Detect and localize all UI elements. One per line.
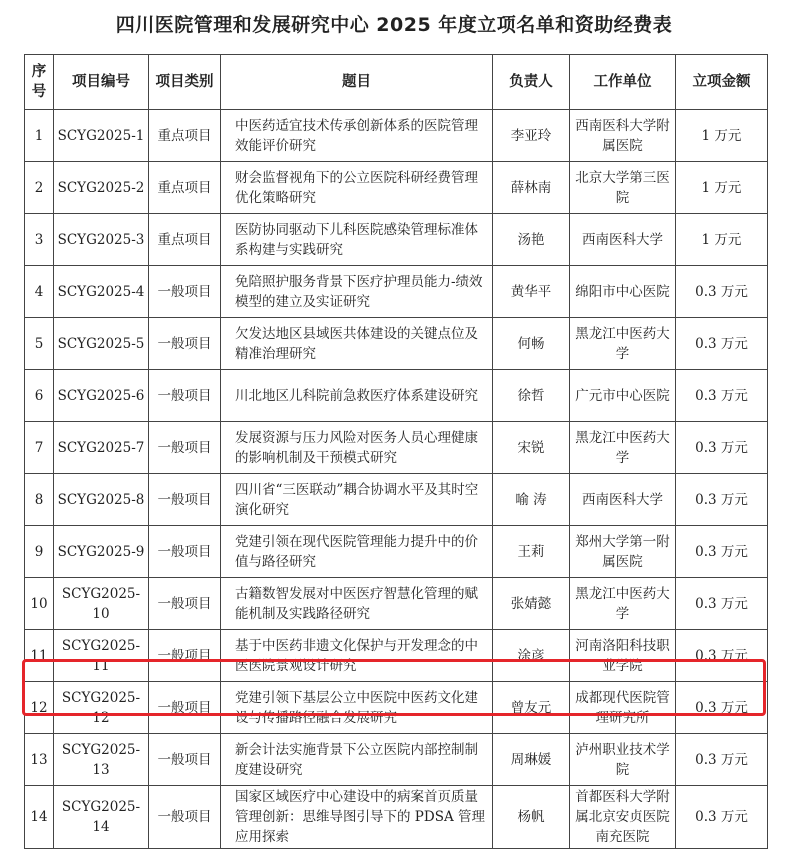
- cell-topic: 中医药适宜技术传承创新体系的医院管理效能评价研究: [221, 110, 493, 162]
- cell-amount: 1 万元: [676, 214, 768, 266]
- cell-topic: 川北地区儿科院前急救医疗体系建设研究: [221, 370, 493, 422]
- cell-no: 1: [25, 110, 54, 162]
- cell-unit: 泸州职业技术学院: [570, 734, 676, 786]
- cell-amount: 0.3 万元: [676, 266, 768, 318]
- cell-no: 10: [25, 578, 54, 630]
- cell-no: 9: [25, 526, 54, 578]
- cell-topic: 古籍数智发展对中医医疗智慧化管理的赋能机制及实践路径研究: [221, 578, 493, 630]
- cell-unit: 黑龙江中医药大学: [570, 422, 676, 474]
- cell-no: 11: [25, 630, 54, 682]
- cell-lead: 汤艳: [493, 214, 570, 266]
- table-row: [25, 734, 768, 786]
- cell-no: 14: [25, 786, 54, 849]
- table-row: [25, 422, 768, 474]
- cell-code: SCYG2025-4: [54, 266, 149, 318]
- table-row: [25, 370, 768, 422]
- cell-type: 一般项目: [149, 734, 221, 786]
- cell-lead: 张婧懿: [493, 578, 570, 630]
- cell-type: 一般项目: [149, 474, 221, 526]
- table-row: [25, 786, 768, 849]
- cell-lead: 李亚玲: [493, 110, 570, 162]
- cell-unit: 成都现代医院管理研究所: [570, 682, 676, 734]
- header-topic: 题目: [221, 55, 493, 110]
- cell-code: SCYG2025-11: [54, 630, 149, 682]
- cell-topic: 发展资源与压力风险对医务人员心理健康的影响机制及干预模式研究: [221, 422, 493, 474]
- cell-lead: 薛林南: [493, 162, 570, 214]
- cell-code: SCYG2025-7: [54, 422, 149, 474]
- cell-no: 8: [25, 474, 54, 526]
- cell-topic: 新会计法实施背景下公立医院内部控制制度建设研究: [221, 734, 493, 786]
- document-title: 四川医院管理和发展研究中心 2025 年度立项名单和资助经费表: [115, 14, 673, 36]
- cell-lead: 何畅: [493, 318, 570, 370]
- cell-no: 6: [25, 370, 54, 422]
- table-row: [25, 162, 768, 214]
- cell-amount: 1 万元: [676, 110, 768, 162]
- cell-code: SCYG2025-5: [54, 318, 149, 370]
- cell-topic: 免陪照护服务背景下医疗护理员能力-绩效模型的建立及实证研究: [221, 266, 493, 318]
- cell-code: SCYG2025-10: [54, 578, 149, 630]
- header-amount: 立项金额: [676, 55, 768, 110]
- cell-no: 13: [25, 734, 54, 786]
- cell-code: SCYG2025-1: [54, 110, 149, 162]
- cell-no: 2: [25, 162, 54, 214]
- cell-no: 4: [25, 266, 54, 318]
- cell-unit: 西南医科大学: [570, 214, 676, 266]
- cell-lead: 黄华平: [493, 266, 570, 318]
- cell-lead: 曾友元: [493, 682, 570, 734]
- cell-no: 7: [25, 422, 54, 474]
- table-row: [25, 318, 768, 370]
- cell-amount: 0.3 万元: [676, 786, 768, 849]
- cell-unit: 黑龙江中医药大学: [570, 578, 676, 630]
- cell-amount: 0.3 万元: [676, 734, 768, 786]
- cell-amount: 1 万元: [676, 162, 768, 214]
- cell-unit: 黑龙江中医药大学: [570, 318, 676, 370]
- table-header-row: [25, 55, 768, 110]
- cell-amount: 0.3 万元: [676, 682, 768, 734]
- cell-amount: 0.3 万元: [676, 474, 768, 526]
- cell-type: 一般项目: [149, 370, 221, 422]
- header-code: 项目编号: [54, 55, 149, 110]
- cell-topic: 国家区域医疗中心建设中的病案首页质量管理创新：思维导图引导下的 PDSA 管理应用探索: [221, 786, 493, 849]
- project-funding-table: [24, 54, 768, 849]
- table-row: [25, 474, 768, 526]
- cell-amount: 0.3 万元: [676, 318, 768, 370]
- cell-topic: 党建引领在现代医院管理能力提升中的价值与路径研究: [221, 526, 493, 578]
- cell-unit: 西南医科大学: [570, 474, 676, 526]
- cell-amount: 0.3 万元: [676, 370, 768, 422]
- cell-topic: 财会监督视角下的公立医院科研经费管理优化策略研究: [221, 162, 493, 214]
- cell-topic: 医防协同驱动下儿科医院感染管理标准体系构建与实践研究: [221, 214, 493, 266]
- cell-type: 重点项目: [149, 162, 221, 214]
- cell-type: 一般项目: [149, 318, 221, 370]
- cell-code: SCYG2025-13: [54, 734, 149, 786]
- cell-type: 一般项目: [149, 526, 221, 578]
- table-row: [25, 110, 768, 162]
- cell-type: 一般项目: [149, 578, 221, 630]
- cell-no: 12: [25, 682, 54, 734]
- cell-type: 一般项目: [149, 630, 221, 682]
- cell-code: SCYG2025-12: [54, 682, 149, 734]
- cell-no: 5: [25, 318, 54, 370]
- table-row: [25, 266, 768, 318]
- cell-code: SCYG2025-2: [54, 162, 149, 214]
- cell-lead: 喻 涛: [493, 474, 570, 526]
- cell-code: SCYG2025-6: [54, 370, 149, 422]
- cell-unit: 西南医科大学附属医院: [570, 110, 676, 162]
- cell-type: 重点项目: [149, 214, 221, 266]
- cell-unit: 广元市中心医院: [570, 370, 676, 422]
- cell-amount: 0.3 万元: [676, 630, 768, 682]
- cell-type: 一般项目: [149, 786, 221, 849]
- cell-type: 一般项目: [149, 266, 221, 318]
- header-unit: 工作单位: [570, 55, 676, 110]
- cell-lead: 徐哲: [493, 370, 570, 422]
- header-no: 序号: [25, 55, 54, 110]
- cell-type: 重点项目: [149, 110, 221, 162]
- table-row: [25, 578, 768, 630]
- cell-lead: 杨帆: [493, 786, 570, 849]
- cell-lead: 宋锐: [493, 422, 570, 474]
- cell-lead: 王莉: [493, 526, 570, 578]
- cell-lead: 涂彦: [493, 630, 570, 682]
- cell-unit: 河南洛阳科技职业学院: [570, 630, 676, 682]
- header-lead: 负责人: [493, 55, 570, 110]
- cell-type: 一般项目: [149, 682, 221, 734]
- cell-unit: 首都医科大学附属北京安贞医院南充医院: [570, 786, 676, 849]
- cell-unit: 郑州大学第一附属医院: [570, 526, 676, 578]
- cell-type: 一般项目: [149, 422, 221, 474]
- cell-code: SCYG2025-9: [54, 526, 149, 578]
- cell-code: SCYG2025-14: [54, 786, 149, 849]
- table-row: [25, 214, 768, 266]
- cell-topic: 四川省“三医联动”耦合协调水平及其时空演化研究: [221, 474, 493, 526]
- cell-unit: 绵阳市中心医院: [570, 266, 676, 318]
- cell-topic: 欠发达地区县域医共体建设的关键点位及精准治理研究: [221, 318, 493, 370]
- table-row: [25, 526, 768, 578]
- cell-code: SCYG2025-3: [54, 214, 149, 266]
- cell-amount: 0.3 万元: [676, 526, 768, 578]
- cell-amount: 0.3 万元: [676, 578, 768, 630]
- cell-no: 3: [25, 214, 54, 266]
- cell-amount: 0.3 万元: [676, 422, 768, 474]
- cell-unit: 北京大学第三医院: [570, 162, 676, 214]
- cell-lead: 周琳媛: [493, 734, 570, 786]
- header-type: 项目类别: [149, 55, 221, 110]
- row-12-highlight-box: [22, 659, 766, 716]
- cell-code: SCYG2025-8: [54, 474, 149, 526]
- cell-topic: 基于中医药非遗文化保护与开发理念的中医医院景观设计研究: [221, 630, 493, 682]
- cell-topic: 党建引领下基层公立中医院中医药文化建设与传播路径融合发展研究: [221, 682, 493, 734]
